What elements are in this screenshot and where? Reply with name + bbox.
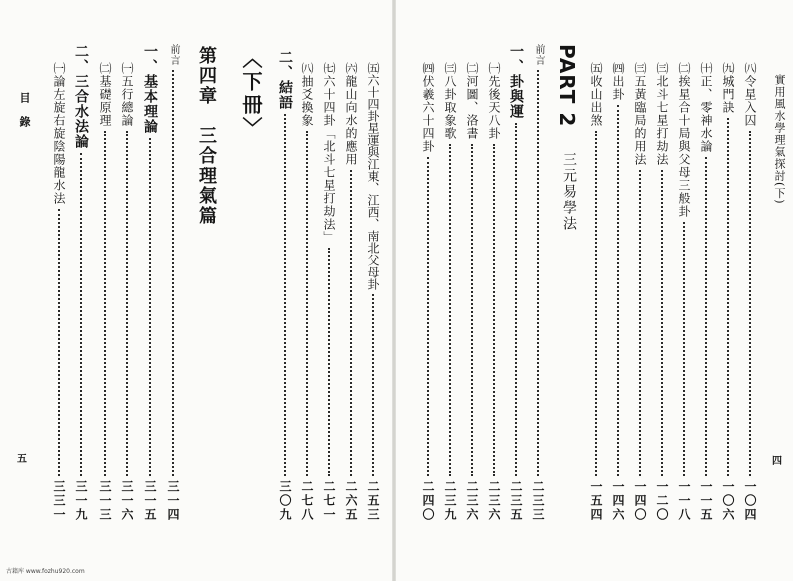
page-number-right: 四 xyxy=(772,456,782,467)
leader-dots xyxy=(493,144,495,476)
toc-entry-title: 前言 xyxy=(533,44,544,66)
toc-entry[interactable] xyxy=(741,62,759,522)
toc-entry-page: 一一八 xyxy=(677,480,691,522)
toc-entry[interactable] xyxy=(276,50,294,522)
toc-entry-title: ㈩正、零神水論 xyxy=(699,62,713,153)
toc-entry[interactable] xyxy=(419,62,437,522)
toc-entry[interactable] xyxy=(485,62,503,522)
toc-entry-page: 一四六 xyxy=(611,480,625,522)
toc-entry[interactable] xyxy=(507,44,525,522)
toc-entry-page: 一五四 xyxy=(589,480,603,522)
toc-entry[interactable] xyxy=(96,62,114,522)
page-fold xyxy=(392,0,396,581)
toc-entry-page: 三一九 xyxy=(74,480,88,522)
leader-dots xyxy=(727,118,729,476)
leader-dots xyxy=(306,131,308,476)
leader-dots xyxy=(661,170,663,476)
toc-entry-title: ㈡河圖、洛書 xyxy=(465,62,479,140)
toc-entry[interactable] xyxy=(529,44,547,522)
toc-entry[interactable] xyxy=(364,62,382,522)
toc-entry-page: 二七一 xyxy=(322,480,336,522)
toc-entry[interactable] xyxy=(164,44,182,522)
part-label: PART 2 xyxy=(555,44,579,128)
toc-entry[interactable] xyxy=(50,62,68,522)
toc-entry[interactable] xyxy=(587,62,605,522)
toc-entry-page: 三〇九 xyxy=(278,480,292,522)
toc-entry-page: 一二〇 xyxy=(655,480,669,522)
part-title: 三元易學法 xyxy=(561,152,577,232)
running-head-left: 目 錄 xyxy=(18,92,31,128)
toc-entry-title: ㈠論左旋右旋陰陽龍水法 xyxy=(52,62,66,205)
toc-entry-title: ㈦六十四卦「北斗七星打劫法」 xyxy=(322,62,336,244)
leader-dots xyxy=(350,170,352,476)
toc-entry-title: ㈢五黃臨局的用法 xyxy=(633,62,647,166)
toc-entry-title: ㈢北斗七星打劫法 xyxy=(655,62,669,166)
toc-entry-page: 一四〇 xyxy=(633,480,647,522)
toc-entry-page: 一〇四 xyxy=(743,480,757,522)
running-head-right: 實用風水學理氣探討(下) xyxy=(773,74,786,205)
volume-heading: 〈下冊〉 xyxy=(239,48,263,140)
leader-dots xyxy=(172,70,174,476)
toc-entry[interactable] xyxy=(631,62,649,522)
toc-entry-page: 三一六 xyxy=(120,480,134,522)
toc-entry-title: 二、結語 xyxy=(277,50,293,110)
leader-dots xyxy=(80,153,82,476)
toc-entry-title: ㈠五行總論 xyxy=(120,62,134,127)
toc-entry-title: ㈢八卦取象歌 xyxy=(443,62,457,140)
toc-entry-page: 一一五 xyxy=(699,480,713,522)
leader-dots xyxy=(595,131,597,476)
toc-entry-title: ㈠先後天八卦 xyxy=(487,62,501,140)
toc-entry[interactable] xyxy=(441,62,459,522)
toc-entry[interactable] xyxy=(298,62,316,522)
toc-entry-title: ㈧抽爻換象 xyxy=(300,62,314,127)
toc-entry[interactable] xyxy=(141,44,159,522)
leader-dots xyxy=(126,131,128,476)
toc-entry-page: 二三三 xyxy=(531,480,545,522)
toc-entry-page: 二六五 xyxy=(344,480,358,522)
toc-entry-title: ㈤六十四卦星運與江東、江西、南北父母卦 xyxy=(366,62,380,290)
toc-entry-page: 二三九 xyxy=(443,480,457,522)
toc-entry-page: 二三五 xyxy=(509,480,523,522)
toc-entry-page: 三一五 xyxy=(143,480,157,522)
toc-entry[interactable] xyxy=(675,62,693,522)
toc-entry-page: 二七八 xyxy=(300,480,314,522)
toc-entry-page: 三一三 xyxy=(98,480,112,522)
toc-entry-page: 三一四 xyxy=(166,480,180,522)
leader-dots xyxy=(58,209,60,476)
toc-entry[interactable] xyxy=(697,62,715,522)
toc-entry-page: 二四〇 xyxy=(421,480,435,522)
toc-entry[interactable] xyxy=(342,62,360,522)
toc-entry-title: ㈤收山出煞 xyxy=(589,62,603,127)
leader-dots xyxy=(449,144,451,476)
leader-dots xyxy=(537,70,539,476)
toc-entry-page: 二三六 xyxy=(465,480,479,522)
toc-entry-title: ㈡基礎原理 xyxy=(98,62,112,127)
leader-dots xyxy=(683,222,685,476)
leader-dots xyxy=(639,170,641,476)
toc-entry[interactable] xyxy=(609,62,627,522)
leader-dots xyxy=(149,138,151,476)
toc-entry[interactable] xyxy=(72,44,90,522)
toc-entry-title: ㈣伏羲六十四卦 xyxy=(421,62,435,153)
leader-dots xyxy=(617,105,619,476)
toc-entry-title: 一、卦與運 xyxy=(508,44,524,119)
leader-dots xyxy=(749,131,751,476)
page-number-left: 五 xyxy=(17,454,27,465)
watermark-text: 古籍库 www.fozhu920.com xyxy=(6,568,85,575)
leader-dots xyxy=(372,294,374,476)
toc-entry[interactable] xyxy=(118,62,136,522)
toc-entry-page: 二五三 xyxy=(366,480,380,522)
leader-dots xyxy=(427,157,429,476)
toc-entry[interactable] xyxy=(463,62,481,522)
leader-dots xyxy=(104,131,106,476)
toc-entry[interactable] xyxy=(653,62,671,522)
toc-entry-title: ㈧令星入囚 xyxy=(743,62,757,127)
toc-entry-title: ㈣出卦 xyxy=(611,62,625,101)
toc-entry-page: 一〇六 xyxy=(721,480,735,522)
toc-entry-title: 一、基本理論 xyxy=(142,44,158,134)
toc-entry-page: 三三一 xyxy=(52,480,66,522)
toc-entry-page: 二三六 xyxy=(487,480,501,522)
leader-dots xyxy=(284,114,286,476)
leader-dots xyxy=(515,123,517,476)
leader-dots xyxy=(471,144,473,476)
toc-entry-title: ㈨城門訣 xyxy=(721,62,735,114)
chapter-heading: 第四章 三合理氣篇 xyxy=(196,46,217,226)
toc-entry-title: 前言 xyxy=(168,44,179,66)
toc-entry-title: ㈥龍山向水的應用 xyxy=(344,62,358,166)
leader-dots xyxy=(328,248,330,476)
toc-entry[interactable] xyxy=(719,62,737,522)
leader-dots xyxy=(705,157,707,476)
toc-entry-title: 二、三合水法論 xyxy=(73,44,89,149)
toc-entry-title: ㈡挨星合十局與父母三般卦 xyxy=(677,62,691,218)
toc-entry[interactable] xyxy=(320,62,338,522)
